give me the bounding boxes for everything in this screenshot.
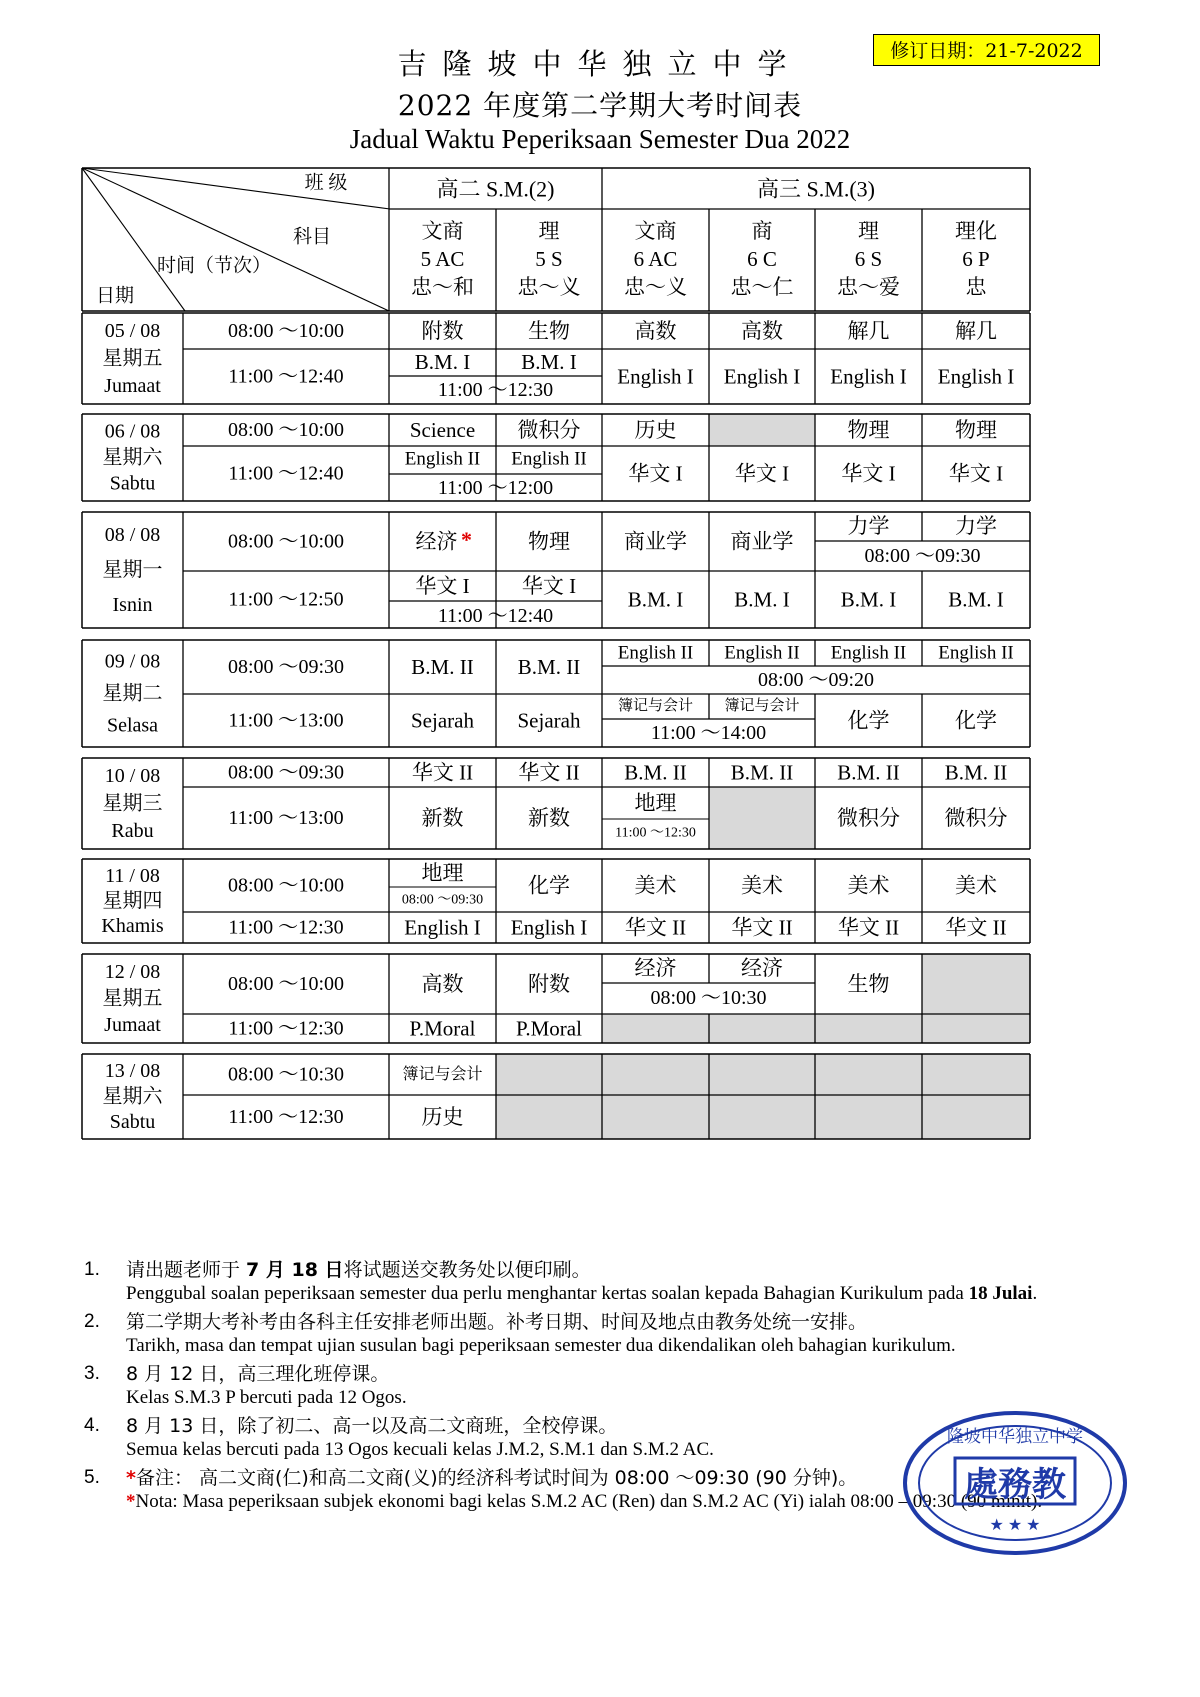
column-class: 忠～爱 [837,275,900,299]
day-weekday: 星期六 [102,446,163,469]
note-text-zh: 请出题老师于 [126,1259,247,1281]
stamp-center-text: 處務教 [964,1467,1066,1504]
school-name: 吉隆坡中华独立中学 [397,47,803,81]
exam-subject: 化学 [528,873,570,898]
exam-subject: English I [404,915,481,940]
exam-subject: 美术 [955,873,997,898]
exam-subject: 高数 [634,319,677,343]
time-slot-2: 11:00 ～13:00 [228,807,344,829]
time-slot-1: 08:00 ～09:30 [227,656,345,678]
corner-date-label: 日期 [95,285,135,307]
exam-subject: B.M. I [521,350,577,374]
column-stream: 理 [538,219,560,243]
exam-subject: English I [617,364,694,389]
day-date: 05 / 08 [104,320,161,343]
stamp-stars: ★ ★ ★ [989,1517,1041,1534]
column-stream: 理化 [955,219,997,243]
day-weekday: 星期六 [102,1085,163,1108]
note-number: 2. [84,1311,100,1332]
exam-subject: 华文 II [411,760,474,785]
exam-subject: 生物 [847,972,890,996]
exam-time-note: 08:00 ～09:30 [864,545,981,567]
exam-subject: 解几 [955,319,997,343]
time-slot-2: 11:00 ～12:40 [228,462,344,485]
note-number: 5. [84,1467,100,1488]
exam-subject: 美术 [741,873,783,898]
column-stream: 理 [858,219,879,243]
exam-subject: 新数 [528,806,570,830]
column-class: 忠～和 [411,275,474,299]
exam-subject: 商业学 [730,529,794,554]
exam-time-note: 08:00 ～09:30 [401,892,484,908]
column-class: 忠～义 [517,275,581,299]
note-3 [84,1362,1124,1410]
note-text-ms: Penggubal soalan peperiksaan semester dua perlu menghantar kertas soalan kepada Bahagian Kurikulum pada [126,1283,969,1304]
time-slot-2: 11:00 ～12:50 [228,588,344,611]
day-date: 11 / 08 [105,864,160,887]
exam-subject: 经济 [634,956,677,980]
exam-subject: English II [404,448,481,470]
exam-subject: 化学 [955,708,997,733]
note-text-ms: Kelas S.M.3 P bercuti pada 12 Ogos. [126,1387,407,1408]
empty-cell [496,1054,1030,1139]
empty-cell [709,787,815,849]
exam-subject: English I [723,364,801,389]
empty-cell [709,414,815,446]
exam-subject: 化学 [847,708,890,733]
note-text-zh: 8 月 12 日，高三理化班停课。 [126,1363,390,1385]
exam-subject: 华文 I [415,574,470,598]
exam-subject: 力学 [847,514,890,538]
note-text-ms: Semua kelas bercuti pada 13 Ogos kecuali kelas J.M.2, S.M.1 dan S.M.2 AC. [126,1439,714,1460]
exam-time-note: 11:00 ～12:30 [615,825,696,841]
time-slot-1: 08:00 ～10:00 [227,973,345,995]
title-malay: Jadual Waktu Peperiksaan Semester Dua 2022 [349,124,851,154]
exam-time-note: 08:00 ～09:20 [757,669,875,691]
exam-subject: 华文 II [837,915,900,940]
time-slot-2: 11:00 ～12:30 [228,1106,344,1128]
time-slot-1: 08:00 ～10:00 [227,874,345,897]
day-date: 13 / 08 [104,1060,161,1082]
note-date-bold: 7 月 18 日 [246,1259,344,1281]
corner-subject-label: 科目 [292,226,332,248]
exam-subject: 经济 [415,529,458,554]
day-date: 12 / 08 [104,960,161,983]
note-star: * [126,1491,136,1512]
note-number: 1. [84,1259,100,1280]
exam-subject: 美术 [847,873,890,898]
exam-subject: 簿记与会计 [617,698,694,714]
column-stream: 商 [751,219,773,243]
group-header: 高二 S.M.(2) [436,176,555,202]
exam-subject: 新数 [421,806,464,830]
note-text-zh: 第二学期大考补考由各科主任安排老师出题。补考日期、时间及地点由教务处统一安排。 [126,1311,868,1333]
exam-subject: B.M. II [837,760,900,785]
exam-subject: 力学 [955,514,997,538]
exam-subject: Sejarah [517,708,581,733]
column-code: 6 P [962,247,990,271]
exam-subject: 历史 [634,418,677,442]
exam-subject: B.M. I [948,587,1004,612]
exam-subject: 华文 I [628,461,683,486]
note-2 [84,1310,1124,1358]
exam-subject: English I [510,915,588,940]
exam-subject: English II [617,642,694,664]
note-text-ms: . [1032,1283,1038,1304]
exam-subject: 华文 II [945,915,1007,940]
day-name-malay: Rabu [111,819,154,842]
empty-cell [602,1014,1030,1043]
column-stream: 文商 [634,219,677,243]
column-code: 5 AC [420,247,465,271]
note-text-zh: 8 月 13 日，除了初二、高一以及高二文商班，全校停课。 [126,1415,618,1437]
day-date: 09 / 08 [104,650,161,673]
exam-subject: 物理 [955,418,997,442]
time-slot-1: 08:00 ～10:30 [227,1063,345,1086]
note-star: * [126,1467,136,1489]
time-slot-1: 08:00 ～09:30 [227,761,345,784]
column-code: 6 S [854,247,883,271]
note-text-zh: 将试题送交教务处以便印刷。 [343,1259,591,1281]
day-name-malay: Sabtu [109,472,156,495]
exam-subject: 物理 [528,529,570,554]
revision-date-badge: 修订日期：21-7-2022 [873,34,1100,66]
exam-subject: B.M. I [627,587,684,612]
column-class: 忠 [965,275,987,299]
title-chinese: 2022 年度第二学期大考时间表 [397,89,803,122]
exam-subject: English II [724,642,800,664]
exam-subject: 华文 II [624,915,687,940]
exam-time-note: 08:00 ～10:30 [650,987,767,1009]
academic-affairs-stamp [900,1408,1130,1558]
corner-time-label: 时间（节次） [156,255,272,277]
time-slot-2: 11:00 ～12:30 [228,1017,344,1040]
day-date: 08 / 08 [104,524,161,547]
empty-cell [922,954,1030,1014]
stamp-arc-text: 隆坡中华独立中学 [947,1427,1083,1446]
exam-subject: 华文 II [731,915,793,940]
exam-subject: 华文 I [521,574,577,598]
exam-subject: English I [830,364,907,389]
exam-subject: 华文 I [734,461,790,486]
group-header: 高三 S.M.(3) [757,176,875,202]
exam-subject: 微积分 [944,806,1008,830]
day-name-malay: Sabtu [109,1111,156,1133]
column-class: 忠～仁 [730,275,794,299]
exam-subject: 地理 [421,861,464,885]
day-date: 06 / 08 [104,420,161,443]
exam-star-marker: * [461,527,472,552]
exam-subject: 附数 [528,972,570,996]
exam-subject: 经济 [741,956,783,980]
day-name-malay: Jumaat [104,1014,161,1037]
day-name-malay: Isnin [112,593,153,616]
exam-subject: 簿记与会计 [402,1066,483,1083]
exam-subject: 商业学 [624,529,687,554]
day-date: 10 / 08 [104,765,161,788]
exam-subject: 华文 II [518,760,580,785]
exam-subject: B.M. II [624,760,687,785]
exam-subject: B.M. I [840,587,897,612]
time-slot-2: 11:00 ～12:30 [228,916,344,939]
exam-subject: English II [511,448,587,470]
exam-subject: B.M. I [414,350,471,374]
time-slot-1: 08:00 ～10:00 [227,530,345,553]
day-weekday: 星期五 [102,987,163,1010]
day-name-malay: Selasa [106,714,159,737]
exam-subject: P.Moral [516,1016,582,1041]
exam-subject: 解几 [847,319,890,343]
exam-subject: English II [830,642,907,664]
exam-subject: B.M. II [944,760,1008,785]
note-text-ms: Nota: Masa peperiksaan subjek ekonomi bagi kelas S.M.2 AC (Ren) dan S.M.2 AC (Yi) ialah 08:00 – 09:30 (90 minit). [135,1491,1043,1512]
exam-subject: Sejarah [411,708,474,733]
exam-subject: 华文 I [948,461,1004,486]
exam-time-note: 11:00 ～14:00 [650,722,767,744]
exam-subject: 生物 [528,319,570,343]
note-date-bold: 18 Julai [968,1283,1033,1304]
time-slot-2: 11:00 ～12:40 [228,365,344,388]
exam-subject: English II [938,642,1014,664]
day-weekday: 星期一 [102,559,163,581]
time-slot-1: 08:00 ～10:00 [227,419,345,441]
day-weekday: 星期三 [102,792,163,815]
day-weekday: 星期二 [102,682,163,705]
day-weekday: 星期五 [102,347,163,370]
exam-subject: B.M. II [517,655,581,679]
exam-subject: 地理 [634,791,677,815]
exam-subject: 历史 [421,1105,464,1129]
exam-subject: 附数 [421,319,464,343]
exam-subject: B.M. II [730,760,794,785]
note-text-ms: Tarikh, masa dan tempat ujian susulan bagi peperiksaan semester dua dikendalikan oleh bahagian kurikulum. [126,1335,956,1356]
exam-subject: 华文 I [841,461,896,486]
note-text-zh: 备注： 高二文商(仁)和高二文商(义)的经济科考试时间为 08:00 ～09:30 (90 分钟)。 [135,1467,858,1489]
exam-subject: English I [937,364,1015,389]
exam-subject: Science [409,418,476,442]
exam-subject: 簿记与会计 [724,698,800,714]
exam-subject: 微积分 [837,806,900,830]
day-name-malay: Khamis [101,915,164,938]
column-code: 6 AC [633,247,678,271]
exam-subject: 美术 [634,873,677,898]
exam-time-note: 11:00 ～12:00 [437,477,554,499]
exam-subject: B.M. II [411,655,474,679]
column-code: 6 C [747,247,777,271]
time-slot-2: 11:00 ～13:00 [228,709,344,732]
exam-subject: B.M. I [734,587,790,612]
corner-class-label: 班 级 [304,172,348,194]
column-code: 5 S [535,247,563,271]
exam-subject: 高数 [741,319,783,343]
note-number: 4. [84,1415,100,1436]
exam-subject: 微积分 [517,418,581,442]
exam-subject: P.Moral [409,1016,476,1041]
note-1 [84,1258,1124,1306]
exam-time-note: 11:00 ～12:40 [437,605,554,627]
column-stream: 文商 [421,219,464,243]
note-number: 3. [84,1363,100,1384]
exam-time-note: 11:00 ～12:30 [437,379,554,401]
exam-subject: 高数 [421,972,464,996]
day-weekday: 星期四 [102,890,163,912]
exam-subject: 物理 [847,418,890,442]
time-slot-1: 08:00 ～10:00 [227,320,345,342]
day-name-malay: Jumaat [104,374,161,397]
column-class: 忠～义 [624,275,687,299]
